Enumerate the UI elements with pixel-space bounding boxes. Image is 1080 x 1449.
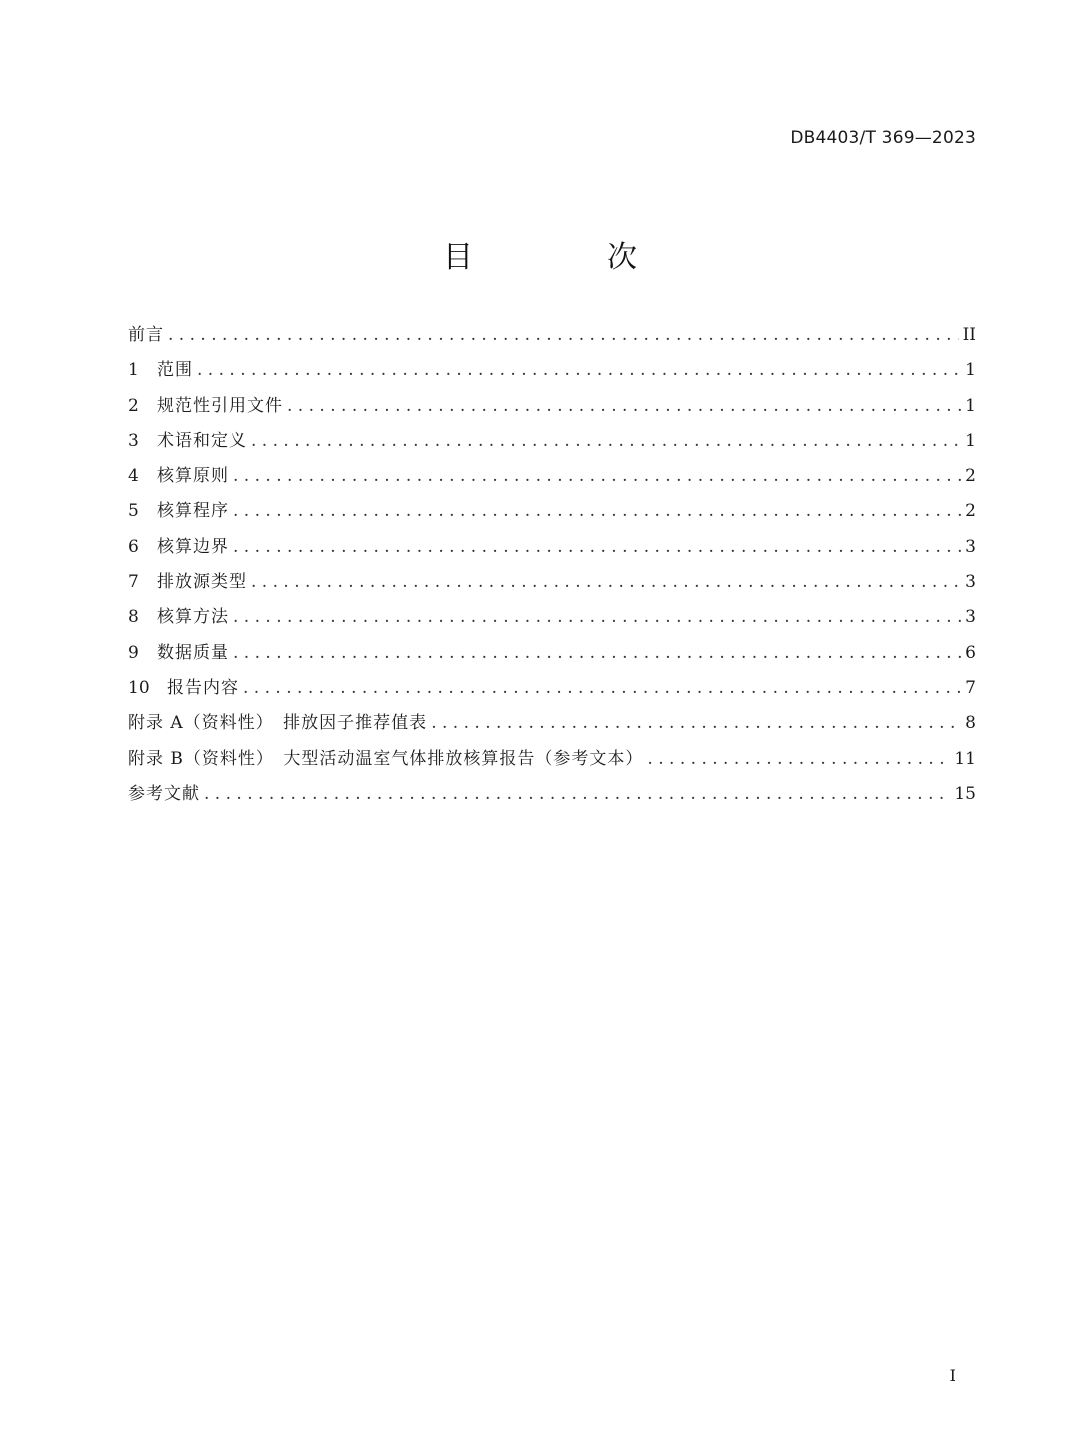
standard-code: DB4403/T 369—2023 [790, 128, 976, 148]
toc-entry-normative-references[interactable] [128, 391, 976, 426]
toc-entry-page: 11 [954, 748, 976, 769]
toc-entry-bibliography[interactable] [128, 779, 976, 814]
toc-entry-label: 附录 A（资料性） 排放因子推荐值表 [128, 713, 428, 734]
dot-leader [251, 431, 961, 451]
toc-entry-page: 8 [965, 713, 976, 734]
dot-leader [647, 749, 950, 769]
toc-entry-page: 6 [965, 642, 976, 663]
toc-entry-number: 8 [128, 607, 139, 628]
dot-leader [197, 360, 961, 380]
dot-leader [431, 713, 961, 733]
toc-entry-label: 排放源类型 [157, 572, 247, 593]
toc-entry-page: 7 [965, 677, 976, 698]
toc-entry-label: 数据质量 [157, 642, 229, 663]
dot-leader [243, 678, 961, 698]
toc-entry-page: II [962, 325, 976, 345]
toc-entry-number: 9 [128, 642, 139, 663]
dot-leader [233, 466, 961, 486]
toc-entry-page: 15 [954, 783, 976, 804]
toc-entry-data-quality[interactable] [128, 638, 976, 673]
toc-entry-label: 报告内容 [167, 677, 239, 698]
page-number: I [949, 1366, 956, 1385]
toc-entry-number: 10 [128, 677, 150, 698]
toc-entry-number: 2 [128, 395, 139, 416]
toc-entry-label: 核算边界 [157, 536, 229, 557]
toc-entry-number: 1 [128, 360, 139, 381]
toc-title: 目 次 [443, 240, 689, 275]
toc-entry-page: 3 [965, 536, 976, 557]
toc-entry-label: 规范性引用文件 [157, 395, 283, 416]
toc-entry-accounting-procedure[interactable] [128, 496, 976, 531]
toc-entry-label: 参考文献 [128, 783, 200, 804]
toc-entry-terms-definitions[interactable] [128, 426, 976, 461]
toc-entry-accounting-methods[interactable] [128, 602, 976, 637]
toc-entry-accounting-principles[interactable] [128, 461, 976, 496]
dot-leader [233, 537, 961, 557]
toc-entry-report-content[interactable] [128, 673, 976, 708]
dot-leader [233, 501, 961, 521]
toc-entry-appendix-b[interactable] [128, 744, 976, 779]
dot-leader [233, 643, 961, 663]
toc-entry-label: 附录 B（资料性） 大型活动温室气体排放核算报告（参考文本） [128, 748, 644, 769]
toc-entry-number: 3 [128, 430, 139, 451]
table-of-contents [128, 320, 976, 814]
toc-entry-page: 2 [965, 466, 976, 487]
toc-entry-page: 1 [965, 360, 976, 381]
toc-entry-page: 2 [965, 501, 976, 522]
toc-entry-label: 术语和定义 [157, 430, 247, 451]
toc-entry-label: 核算原则 [157, 466, 229, 487]
toc-entry-number: 7 [128, 572, 139, 593]
toc-entry-page: 3 [965, 607, 976, 628]
toc-entry-scope[interactable] [128, 355, 976, 390]
toc-entry-number: 6 [128, 536, 139, 557]
dot-leader [251, 572, 961, 592]
dot-leader [204, 784, 950, 804]
toc-entry-appendix-a[interactable] [128, 708, 976, 743]
toc-entry-foreword[interactable] [128, 320, 976, 355]
toc-entry-accounting-boundary[interactable] [128, 532, 976, 567]
toc-entry-label: 核算方法 [157, 607, 229, 628]
dot-leader [233, 607, 961, 627]
toc-entry-page: 3 [965, 572, 976, 593]
dot-leader [168, 325, 959, 345]
toc-entry-page: 1 [965, 430, 976, 451]
toc-entry-label: 核算程序 [157, 501, 229, 522]
toc-entry-emission-source-types[interactable] [128, 567, 976, 602]
dot-leader [287, 396, 961, 416]
toc-entry-page: 1 [965, 395, 976, 416]
toc-entry-number: 4 [128, 466, 139, 487]
toc-entry-label: 范围 [157, 360, 193, 381]
toc-entry-number: 5 [128, 501, 139, 522]
toc-entry-label: 前言 [128, 325, 164, 345]
